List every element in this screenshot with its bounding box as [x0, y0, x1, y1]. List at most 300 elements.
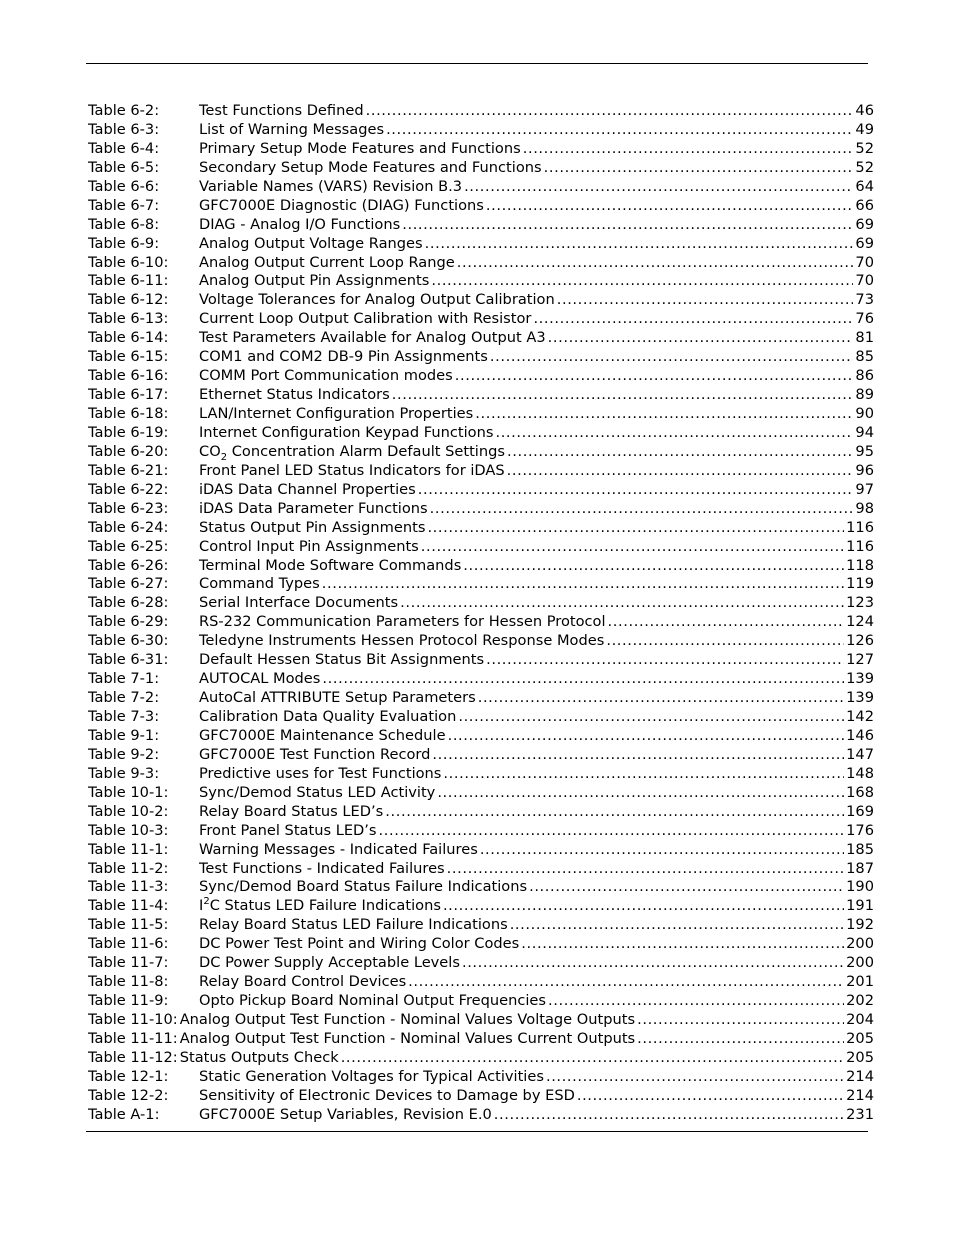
table-title [197, 272, 429, 291]
table-number: Table 11-8: [88, 973, 169, 991]
toc-entry[interactable] [88, 1087, 874, 1106]
toc-entry[interactable] [88, 102, 874, 121]
table-title-text: Front Panel LED Status Indicators for iDAS [199, 461, 505, 479]
toc-entry[interactable] [88, 670, 874, 689]
table-title [197, 538, 419, 557]
table-number: Table 6-13: [88, 310, 169, 328]
table-title [178, 1030, 635, 1049]
table-number: Table 11-12: [88, 1048, 178, 1066]
toc-entry[interactable] [88, 272, 874, 291]
table-title-text: GFC7000E Maintenance Schedule [199, 726, 446, 744]
toc-entry[interactable] [88, 1030, 874, 1049]
table-title-text: Calibration Data Quality Evaluation [199, 708, 457, 725]
toc-entry[interactable] [88, 765, 874, 784]
table-title-text: Teledyne Instruments Hessen Protocol Response Modes [199, 632, 605, 650]
dot-leader [437, 784, 844, 803]
dot-leader [447, 860, 844, 879]
page-number: 176 [846, 821, 874, 839]
page-number: 49 [855, 120, 874, 138]
toc-entry[interactable] [88, 424, 874, 443]
page-number: 73 [855, 291, 874, 309]
table-title-text: Voltage Tolerances for Analog Output Calibration [199, 291, 555, 309]
toc-entry[interactable] [88, 575, 874, 594]
table-title-text: Test Functions Defined [199, 102, 364, 119]
table-title-text: COMM Port Communication modes [199, 367, 453, 385]
table-number: Table 11-9: [88, 992, 169, 1010]
table-number: Table 6-3: [88, 120, 160, 138]
toc-entry[interactable] [88, 897, 874, 916]
table-title [197, 1087, 575, 1106]
table-title-text: GFC7000E Diagnostic (DIAG) Functions [199, 196, 484, 214]
table-title [178, 1011, 635, 1030]
table-title [197, 860, 445, 879]
page-number: 69 [855, 215, 874, 233]
dot-leader [546, 1068, 844, 1087]
dot-leader [427, 519, 844, 538]
toc-entry[interactable] [88, 803, 874, 822]
dot-leader [521, 935, 844, 954]
table-title [197, 557, 461, 576]
toc-entry[interactable] [88, 992, 874, 1011]
table-title-text: Relay Board Status LED Failure Indications [199, 916, 508, 934]
toc-entry[interactable] [88, 519, 874, 538]
table-number: Table 6-10: [88, 253, 169, 271]
table-title-text: iDAS Data Channel Properties [199, 480, 416, 498]
table-title [197, 329, 546, 348]
table-title [197, 973, 406, 992]
page-number: 70 [855, 253, 874, 271]
dot-leader [457, 254, 854, 273]
page-number: 205 [846, 1029, 874, 1047]
dot-leader [544, 159, 854, 178]
toc-entry[interactable] [88, 235, 874, 254]
table-number: Table 9-3: [88, 764, 160, 782]
table-title-text: Primary Setup Mode Features and Functions [199, 139, 521, 157]
toc-entry[interactable] [88, 178, 874, 197]
toc-entry[interactable] [88, 784, 874, 803]
table-title [197, 159, 542, 178]
dot-leader [475, 405, 853, 424]
table-title-text: Predictive uses for Test Functions [199, 764, 442, 782]
toc-entry[interactable] [88, 973, 874, 992]
table-number: Table 6-22: [88, 480, 169, 498]
table-number: Table 6-12: [88, 291, 169, 309]
table-number: Table 11-4: [88, 897, 169, 915]
dot-leader [490, 348, 854, 367]
table-title-text: DIAG - Analog I/O Functions [199, 215, 401, 233]
page-number: 76 [855, 310, 874, 328]
page-number: 147 [846, 745, 874, 763]
table-title-text: Sync/Demod Board Status Failure Indications [199, 878, 528, 896]
table-title-text: iDAS Data Parameter Functions [199, 499, 428, 517]
table-number: Table 6-5: [88, 158, 160, 176]
dot-leader [408, 973, 844, 992]
dot-leader [577, 1087, 844, 1106]
toc-entry[interactable] [88, 613, 874, 632]
table-title-text: DC Power Supply Acceptable Levels [199, 954, 460, 972]
table-title-text: Analog Output Voltage Ranges [199, 234, 423, 252]
dot-leader [478, 689, 844, 708]
page-number: 231 [846, 1105, 874, 1123]
table-number: Table 6-9: [88, 234, 160, 252]
page-number: 96 [855, 461, 874, 479]
dot-leader [637, 1011, 844, 1030]
toc-entry[interactable] [88, 140, 874, 159]
table-title-text: Current Loop Output Calibration with Resistor [199, 310, 532, 328]
table-title [197, 765, 441, 784]
toc-entry[interactable] [88, 216, 874, 235]
dot-leader [322, 575, 844, 594]
table-title-text-cont: Concentration Alarm Default Settings [227, 442, 505, 460]
table-title [197, 689, 476, 708]
table-title [197, 291, 555, 310]
page-number: 85 [855, 348, 874, 366]
toc-entry[interactable] [88, 651, 874, 670]
page-number: 200 [846, 935, 874, 953]
table-number: Table 7-1: [88, 670, 160, 688]
table-title [197, 822, 377, 841]
toc-entry[interactable] [88, 386, 874, 405]
table-number: Table 11-2: [88, 859, 169, 877]
page-number: 124 [846, 613, 874, 631]
table-title [178, 1049, 339, 1068]
table-title [197, 651, 484, 670]
page-number: 127 [846, 651, 874, 669]
footer-rule [86, 1131, 868, 1132]
page-number: 205 [846, 1048, 874, 1066]
dot-leader [432, 746, 844, 765]
table-number: Table 11-7: [88, 954, 169, 972]
toc-entry[interactable] [88, 500, 874, 519]
table-title-text: Front Panel Status LED’s [199, 821, 377, 839]
table-title-text: Sensitivity of Electronic Devices to Damage by ESD [199, 1086, 575, 1104]
table-title [197, 878, 527, 897]
table-number: Table 6-2: [88, 102, 160, 119]
dot-leader [486, 651, 844, 670]
dot-leader [464, 178, 853, 197]
table-title [197, 462, 505, 481]
table-number: Table 6-8: [88, 215, 160, 233]
toc-entry[interactable] [88, 594, 874, 613]
table-number: Table 6-20: [88, 442, 169, 460]
table-title [197, 254, 455, 273]
table-number: Table 6-30: [88, 632, 169, 650]
page-number: 97 [855, 480, 874, 498]
toc-entry[interactable] [88, 367, 874, 386]
table-number: Table 6-28: [88, 594, 169, 612]
dot-leader [322, 670, 844, 689]
table-title-text: Ethernet Status Indicators [199, 386, 390, 404]
toc-entry[interactable] [88, 746, 874, 765]
table-title-text: Analog Output Test Function - Nominal Values Voltage Outputs [179, 1011, 636, 1028]
dot-leader [529, 878, 844, 897]
page-number: 200 [846, 954, 874, 972]
dot-leader [557, 291, 854, 310]
table-title-text: Analog Output Test Function - Nominal Values Current Outputs [179, 1029, 636, 1047]
table-title-text: Status Output Pin Assignments [199, 518, 426, 536]
table-title-text: Test Functions - Indicated Failures [199, 859, 445, 877]
table-title-text: Relay Board Control Devices [199, 973, 407, 991]
table-title [197, 632, 604, 651]
dot-leader [495, 424, 853, 443]
page-number: 204 [846, 1011, 874, 1028]
table-number: Table 6-4: [88, 139, 160, 157]
table-title [197, 803, 383, 822]
table-number: Table 6-15: [88, 348, 169, 366]
table-title-text: Sync/Demod Status LED Activity [199, 783, 436, 801]
toc-entry[interactable] [88, 329, 874, 348]
table-title [197, 348, 488, 367]
table-number: Table 11-5: [88, 916, 169, 934]
table-number: Table 10-1: [88, 783, 169, 801]
toc-entry[interactable] [88, 405, 874, 424]
dot-leader [443, 897, 844, 916]
table-title [197, 841, 478, 860]
dot-leader [431, 272, 853, 291]
table-title-text: GFC7000E Test Function Record [199, 745, 431, 763]
table-number: Table 6-19: [88, 423, 169, 441]
dot-leader [463, 557, 844, 576]
toc-entry[interactable] [88, 860, 874, 879]
dot-leader [608, 613, 845, 632]
toc-entry[interactable] [88, 632, 874, 651]
table-title-text: AUTOCAL Modes [199, 670, 321, 688]
header-rule [86, 63, 868, 64]
superscript: 2 [203, 897, 210, 908]
toc-entry[interactable] [88, 348, 874, 367]
toc-entry[interactable] [88, 1011, 874, 1030]
table-title [197, 216, 400, 235]
table-title-text: Internet Configuration Keypad Functions [199, 423, 494, 441]
table-number: Table 7-2: [88, 689, 160, 707]
toc-entry[interactable] [88, 291, 874, 310]
toc-entry[interactable] [88, 443, 874, 462]
page-number: 169 [846, 802, 874, 820]
dot-leader [507, 462, 854, 481]
dot-leader [341, 1049, 844, 1068]
toc-entry[interactable] [88, 538, 874, 557]
table-number: Table 6-24: [88, 518, 169, 536]
table-title-text: CO [199, 442, 221, 460]
table-title-text: I [199, 897, 204, 915]
table-title [197, 594, 398, 613]
page-number: 191 [846, 897, 874, 915]
toc-entry[interactable] [88, 310, 874, 329]
page-number: 52 [855, 158, 874, 176]
table-number: Table 11-6: [88, 935, 169, 953]
table-title [197, 481, 416, 500]
dot-leader [637, 1030, 844, 1049]
page-number: 190 [846, 878, 874, 896]
table-number: Table 6-27: [88, 575, 169, 593]
table-title-text: AutoCal ATTRIBUTE Setup Parameters [199, 689, 476, 707]
table-number: Table 6-14: [88, 329, 169, 347]
dot-leader [421, 538, 844, 557]
table-number: Table 6-17: [88, 386, 169, 404]
page-number: 148 [846, 764, 874, 782]
page-number: 214 [846, 1086, 874, 1104]
dot-leader [510, 916, 844, 935]
table-title [197, 935, 519, 954]
dot-leader [494, 1106, 844, 1125]
page-number: 126 [846, 632, 874, 650]
dot-leader [533, 310, 853, 329]
toc-entry[interactable] [88, 878, 874, 897]
dot-leader [448, 727, 845, 746]
table-number: Table 9-1: [88, 726, 160, 744]
dot-leader [458, 708, 844, 727]
table-number: Table 10-3: [88, 821, 169, 839]
toc-entry[interactable] [88, 916, 874, 935]
dot-leader [443, 765, 844, 784]
table-title-text: Static Generation Voltages for Typical Activities [199, 1067, 544, 1085]
table-number: Table 6-18: [88, 405, 169, 422]
list-of-tables [88, 102, 874, 1125]
page-number: 139 [846, 689, 874, 707]
page-number: 64 [855, 177, 874, 195]
table-title-text: Relay Board Status LED’s [199, 802, 384, 820]
table-number: Table 6-31: [88, 651, 169, 669]
page-number: 69 [855, 234, 874, 252]
dot-leader [523, 140, 854, 159]
toc-entry[interactable] [88, 727, 874, 746]
page-number: 70 [855, 272, 874, 290]
page-number: 139 [846, 670, 874, 688]
table-title-text: RS-232 Communication Parameters for Hessen Protocol [199, 613, 606, 631]
table-title [197, 613, 606, 632]
table-title-text: Warning Messages - Indicated Failures [199, 840, 478, 858]
dot-leader [430, 500, 854, 519]
table-title [197, 670, 320, 689]
table-title-text: Terminal Mode Software Commands [199, 556, 462, 574]
table-title [197, 443, 505, 462]
toc-entry[interactable] [88, 954, 874, 973]
table-number: Table 11-10: [88, 1011, 178, 1028]
table-number: Table 6-7: [88, 196, 160, 214]
page-number: 86 [855, 367, 874, 385]
toc-entry[interactable] [88, 462, 874, 481]
page-number: 214 [846, 1067, 874, 1085]
table-number: Table 6-16: [88, 367, 169, 385]
table-title-text: Command Types [199, 575, 320, 593]
dot-leader [418, 481, 854, 500]
dot-leader [606, 632, 844, 651]
page-number: 202 [846, 992, 874, 1010]
toc-entry[interactable] [88, 159, 874, 178]
dot-leader [425, 235, 854, 254]
dot-leader [548, 992, 844, 1011]
page-number: 81 [855, 329, 874, 347]
table-number: Table 11-1: [88, 840, 169, 858]
table-number: Table 12-1: [88, 1067, 169, 1085]
table-title [197, 784, 435, 803]
table-title-text: Serial Interface Documents [199, 594, 399, 612]
page-number: 98 [855, 499, 874, 517]
page-number: 94 [855, 423, 874, 441]
table-title [197, 727, 446, 746]
table-title [197, 519, 425, 538]
page-number: 142 [846, 708, 874, 725]
dot-leader [548, 329, 854, 348]
toc-entry[interactable] [88, 557, 874, 576]
dot-leader [366, 102, 854, 121]
table-title-text: List of Warning Messages [199, 120, 385, 138]
toc-entry[interactable] [88, 689, 874, 708]
table-title [197, 954, 460, 973]
table-title [197, 386, 390, 405]
toc-entry[interactable] [88, 481, 874, 500]
table-title-text: Control Input Pin Assignments [199, 537, 419, 555]
toc-entry[interactable] [88, 1049, 874, 1068]
table-number: Table 6-21: [88, 461, 169, 479]
page-number: 201 [846, 973, 874, 991]
table-title [197, 367, 453, 386]
dot-leader [385, 803, 844, 822]
dot-leader [392, 386, 854, 405]
table-title [197, 310, 531, 329]
page-number: 66 [855, 196, 874, 214]
table-title [197, 121, 384, 140]
table-number: Table 10-2: [88, 802, 169, 820]
page-number: 119 [846, 575, 874, 593]
toc-entry[interactable] [88, 121, 874, 140]
page-number: 146 [846, 726, 874, 744]
page-number: 168 [846, 783, 874, 801]
table-title [197, 405, 473, 424]
table-title [197, 708, 456, 727]
page-number: 89 [855, 386, 874, 404]
table-title-text: Test Parameters Available for Analog Output A3 [199, 329, 546, 347]
page-number: 116 [846, 537, 874, 555]
table-number: Table 6-26: [88, 556, 169, 574]
table-title [197, 1068, 544, 1087]
dot-leader [507, 443, 853, 462]
dot-leader [402, 216, 853, 235]
table-title-text: DC Power Test Point and Wiring Color Codes [199, 935, 520, 953]
dot-leader [480, 841, 844, 860]
table-title-text: LAN/Internet Configuration Properties [199, 405, 474, 422]
table-title [197, 746, 430, 765]
table-title [197, 916, 508, 935]
page-number: 192 [846, 916, 874, 934]
table-title [197, 140, 521, 159]
page-number: 116 [846, 518, 874, 536]
toc-entry[interactable] [88, 708, 874, 727]
page-number: 123 [846, 594, 874, 612]
table-title-text: Analog Output Pin Assignments [199, 272, 430, 290]
toc-entry[interactable] [88, 841, 874, 860]
table-title-text: Variable Names (VARS) Revision B.3 [199, 177, 463, 195]
table-title-text: Secondary Setup Mode Features and Functions [199, 158, 542, 176]
toc-entry[interactable] [88, 197, 874, 216]
table-title [197, 197, 484, 216]
table-title-text-cont: C Status LED Failure Indications [209, 897, 441, 915]
toc-entry[interactable] [88, 822, 874, 841]
table-title-text: Status Outputs Check [179, 1048, 339, 1066]
table-title [197, 235, 423, 254]
table-number: Table A-1: [88, 1105, 160, 1123]
toc-entry[interactable] [88, 254, 874, 273]
page-number: 90 [855, 405, 874, 422]
toc-entry[interactable] [88, 1106, 874, 1125]
table-title-text: Analog Output Current Loop Range [199, 253, 455, 271]
dot-leader [455, 367, 854, 386]
page-number: 118 [846, 556, 874, 574]
table-number: Table 9-2: [88, 745, 160, 763]
table-title-text: Default Hessen Status Bit Assignments [199, 651, 485, 669]
toc-entry[interactable] [88, 935, 874, 954]
toc-entry[interactable] [88, 1068, 874, 1087]
